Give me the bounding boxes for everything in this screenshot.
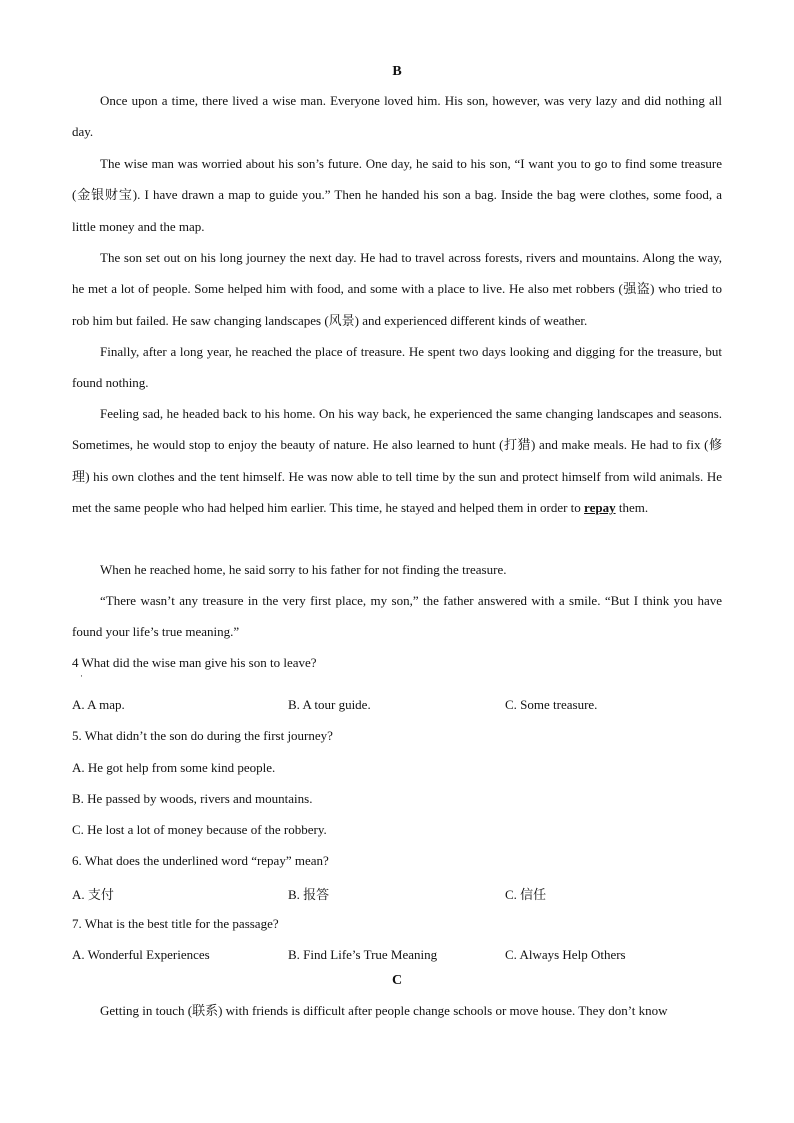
question-4-stem: 4 What did the wise man give his son to leave? xyxy=(72,655,317,670)
paragraph-1: Once upon a time, there lived a wise man. Everyone loved him. His son, however, was very lazy and did nothing all day. xyxy=(72,93,722,140)
section-heading-b: B xyxy=(392,64,402,79)
paragraph-3: The son set out on his long journey the next day. He had to travel across forests, rivers and mountains. Along the way, he met a lot of people. Some helped him with food, and some with a place to live. He also met robbers (强盗) who tried to rob him but failed. He saw changing landscapes (风景) and experienced different kinds of weather. xyxy=(72,250,722,328)
q7-option-c[interactable]: C. Always Help Others xyxy=(505,947,626,962)
passage-c-first-line: Getting in touch (联系) with friends is difficult after people change schools or move house. They don’t know xyxy=(100,1003,668,1018)
paragraph-7: “There wasn’t any treasure in the very first place, my son,” the father answered with a smile. “But I think you have found your life’s true meaning.” xyxy=(72,593,722,640)
paragraph-4: Finally, after a long year, he reached the place of treasure. He spent two days looking and digging for the treasure, but found nothing. xyxy=(72,344,722,391)
question-7-stem: 7. What is the best title for the passage? xyxy=(72,916,279,931)
q4-option-c[interactable]: C. Some treasure. xyxy=(505,697,598,712)
q4-option-a[interactable]: A. A map. xyxy=(72,697,125,712)
q6-option-c[interactable]: C. 信任 xyxy=(505,887,547,902)
q5-option-a[interactable]: A. He got help from some kind people. xyxy=(72,760,276,775)
question-4-marker: · xyxy=(80,671,83,681)
question-6-stem: 6. What does the underlined word “repay” mean? xyxy=(72,853,329,868)
q7-option-a[interactable]: A. Wonderful Experiences xyxy=(72,947,210,962)
q6-option-b[interactable]: B. 报答 xyxy=(288,887,330,902)
paragraph-6: When he reached home, he said sorry to his father for not finding the treasure. xyxy=(100,562,507,577)
paragraph-5: Feeling sad, he headed back to his home. On his way back, he experienced the same changing landscapes and seasons. Sometimes, he would stop to enjoy the beauty of nature. He also learned to hunt (打猎) and make meals. He had to fix (修理) his own clothes and the tent himself. He was now able to tell time by the sun and protect himself from wild animals. He met the same people who had helped him earlier. This time, he stayed and helped them in order to repay them. xyxy=(72,406,722,515)
section-heading-c: C xyxy=(391,973,403,988)
question-5-stem: 5. What didn’t the son do during the first journey? xyxy=(72,728,333,743)
q5-option-b[interactable]: B. He passed by woods, rivers and mountains. xyxy=(72,791,313,806)
q5-option-c[interactable]: C. He lost a lot of money because of the robbery. xyxy=(72,822,327,837)
paragraph-2: The wise man was worried about his son’s future. One day, he said to his son, “I want you to go to find some treasure (金银财宝). I have drawn a map to guide you.” Then he handed his son a bag. Inside the bag were clothes, some food, a little money and the map. xyxy=(72,156,722,234)
q4-option-b[interactable]: B. A tour guide. xyxy=(288,697,371,712)
q6-option-a[interactable]: A. 支付 xyxy=(72,887,114,902)
underlined-word-repay: repay xyxy=(584,499,616,515)
q7-option-b[interactable]: B. Find Life’s True Meaning xyxy=(288,947,438,962)
